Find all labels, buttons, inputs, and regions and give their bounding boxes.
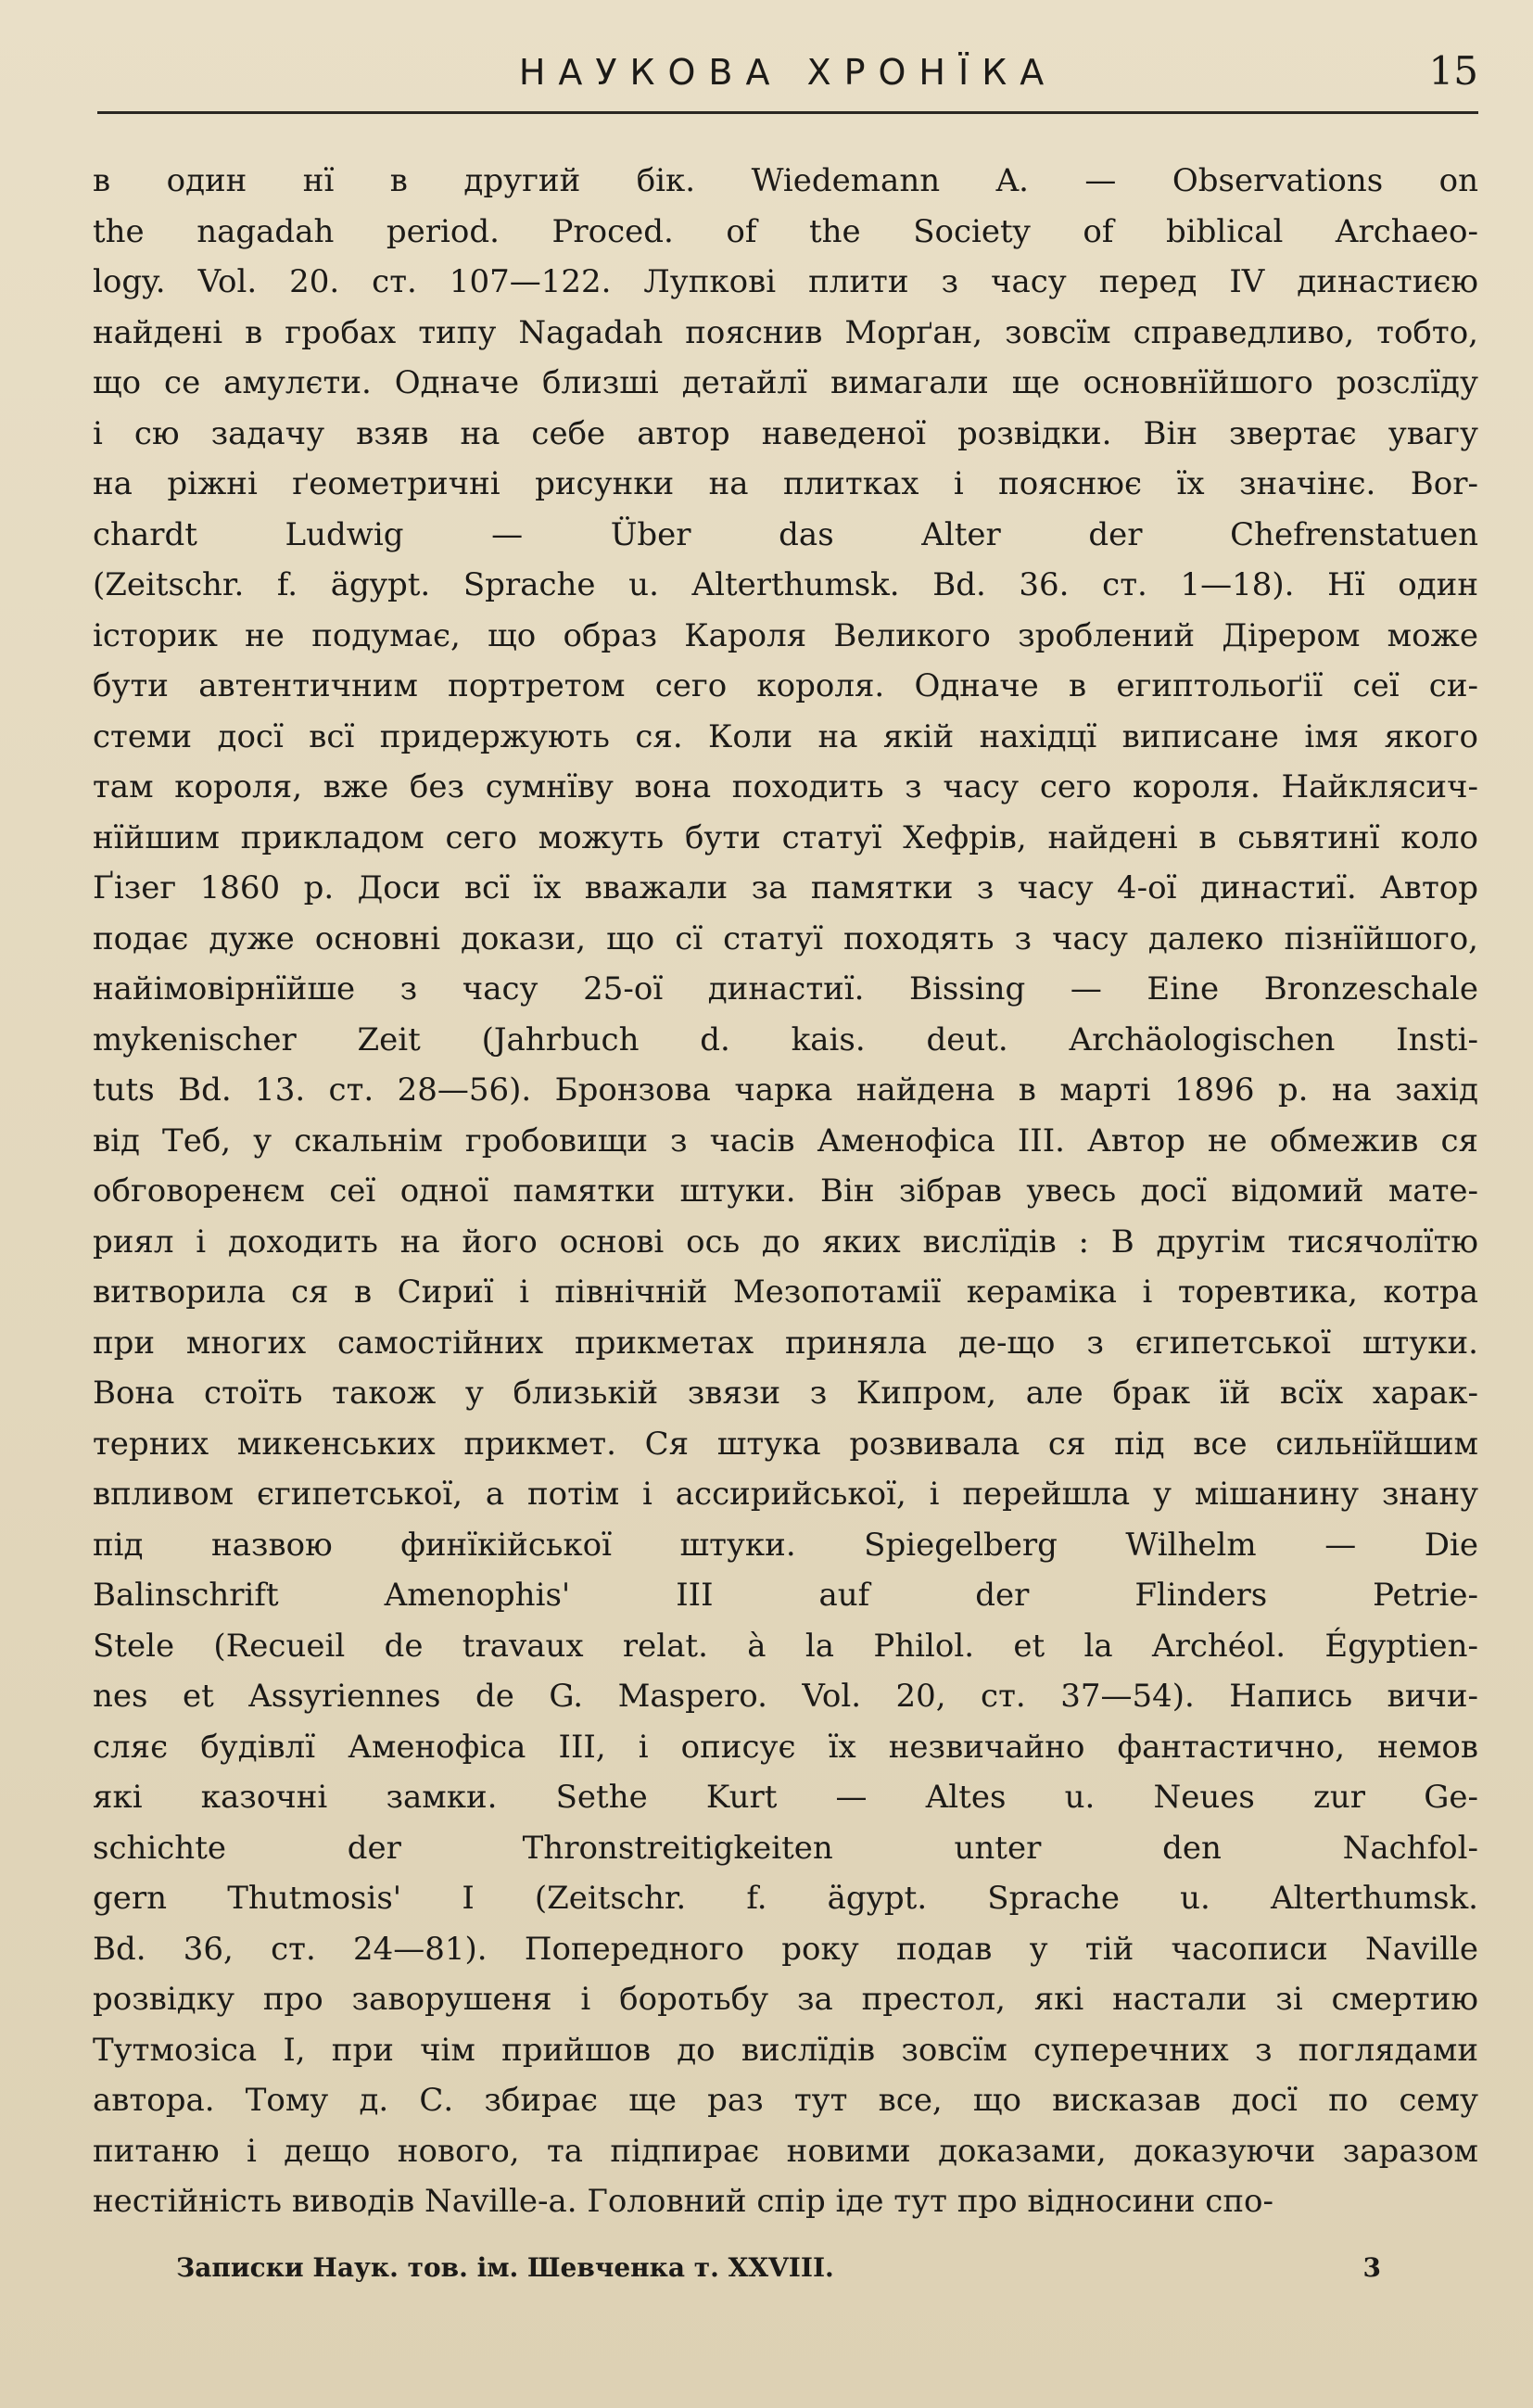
text-line: nes et Assyriennes de G. Maspero. Vol. 20, ст. 37—54). Напись вичи- (93, 1678, 1478, 1715)
text-line: і сю задачу взяв на себе автор наведеної розвідки. Він звертає увагу (93, 414, 1478, 452)
text-line: під назвою финїкійської штуки. Spiegelberg Wilhelm — Die (93, 1526, 1478, 1564)
text-line: що се амулєти. Одначе близші детайлї вимагали ще основнїйшого розслїду (93, 364, 1478, 401)
text-line: подає дуже основні докази, що сї статуї походять з часу далеко пізнїйшого, (93, 919, 1478, 957)
text-line: нїйшим прикладом сего можуть бути статуї Хефрів, найдені в сьвятинї коло (93, 818, 1478, 856)
text-line: обговоренєм сеї одної памятки штуки. Він зібрав увесь досї відомий мате- (93, 1172, 1478, 1210)
page-number: 15 (1428, 48, 1478, 94)
text-line: найімовірнїйше з часу 25-ої династиї. Bissing — Eine Bronzeschale (93, 970, 1478, 1008)
text-line: Balinschrift Amenophis' III auf der Flinders Petrie- (93, 1577, 1478, 1614)
text-line: в один нї в другий бік. Wiedemann A. — Observations on (93, 162, 1478, 199)
running-title: НАУКОВА ХРОНЇКА (518, 52, 1058, 93)
text-line: питаню і дещо нового, та підпирає новими доказами, доказуючи заразом (93, 2132, 1478, 2170)
text-line: найдені в гробах типу Nagadah пояснив Морґан, зовсїм справедливо, тобто, (93, 313, 1478, 351)
header-rule (97, 111, 1478, 114)
text-line: на ріжні ґеометричні рисунки на плитках і пояснює їх значінє. Bor- (93, 465, 1478, 502)
journal-footer: Записки Наук. тов. ім. Шевченка т. XXVIII. (176, 2252, 834, 2283)
text-line: Stele (Recueil de travaux relat. à la Philol. et la Archéol. Égyptien- (93, 1627, 1478, 1665)
text-line: терних микенських прикмет. Ся штука розвивала ся під все сильнїйшим (93, 1425, 1478, 1463)
text-line: mykenischer Zeit (Jahrbuch d. kais. deut. Archäologischen Insti- (93, 1020, 1478, 1058)
text-line: the nagadah period. Proced. of the Society of biblical Archaeo- (93, 212, 1478, 250)
text-line: стеми досї всї придержують ся. Коли на якій нахідцї виписане імя якого (93, 717, 1478, 755)
text-line: впливом єгипетської, а потім і ассирийської, і перейшла у мішанину знану (93, 1476, 1478, 1513)
text-line: бути автентичним портретом сего короля. Одначе в египтольоґії сеї си- (93, 667, 1478, 704)
text-line: Тутмозіса I, при чім прийшов до вислїдів зовсїм суперечних з поглядами (93, 2031, 1478, 2069)
text-line: нестійність виводів Naville-а. Головний спір іде тут про відносини спо- (93, 2183, 1273, 2220)
text-line: chardt Ludwig — Über das Alter der Chefrenstatuen (93, 515, 1478, 553)
body-text (93, 156, 1478, 2227)
text-line: Bd. 36, ст. 24—81). Попередного року подав у тій часописи Naville (93, 1930, 1478, 1968)
text-line: Ґізег 1860 р. Доси всї їх вважали за памятки з часу 4-ої династиї. Автор (93, 869, 1478, 906)
text-line: tuts Bd. 13. ст. 28—56). Бронзова чарка найдена в марті 1896 р. на захід (93, 1071, 1478, 1109)
text-line: які казочні замки. Sethe Kurt — Altes u. Neues zur Ge- (93, 1779, 1478, 1816)
signature-mark: 3 (1362, 2252, 1381, 2283)
text-line: gern Thutmosis' I (Zeitschr. f. ägypt. Sprache u. Alterthumsk. (93, 1880, 1478, 1917)
page-header (97, 44, 1478, 100)
text-line: там короля, вже без сумнїву вона походить з часу сего короля. Найклясич- (93, 768, 1478, 805)
text-line: автора. Тому д. С. збирає ще раз тут все, що висказав досї по сему (93, 2082, 1478, 2119)
text-line: при многих самостійних прикметах приняла де-що з єгипетської штуки. (93, 1324, 1478, 1362)
text-line: розвідку про заворушеня і боротьбу за престол, які настали зі смертию (93, 1981, 1478, 2018)
text-line: schichte der Thronstreitigkeiten unter den Nachfol- (93, 1829, 1478, 1867)
text-line: витворила ся в Сириї і північній Мезопотамії кераміка і торевтика, котра (93, 1274, 1478, 1311)
text-line: сляє будівлї Аменофіса III, і описує їх незвичайно фантастично, немов (93, 1728, 1478, 1766)
text-line: logy. Vol. 20. ст. 107—122. Лупкові плити з часу перед IV династиєю (93, 263, 1478, 300)
text-line: Вона стоїть також у близькій звязи з Кипром, але брак їй всїх харак- (93, 1375, 1478, 1412)
text-line: історик не подумає, що образ Кароля Великого зроблений Дірером може (93, 616, 1478, 654)
page-footer (176, 2252, 1381, 2289)
text-line: (Zeitschr. f. ägypt. Sprache u. Alterthumsk. Bd. 36. ст. 1—18). Нї один (93, 566, 1478, 603)
text-line: риял і доходить на його основі ось до яких вислїдів : В другім тисячолїтю (93, 1223, 1478, 1261)
text-line: від Теб, у скальнім гробовищи з часів Аменофіса III. Автор не обмежив ся (93, 1122, 1478, 1160)
